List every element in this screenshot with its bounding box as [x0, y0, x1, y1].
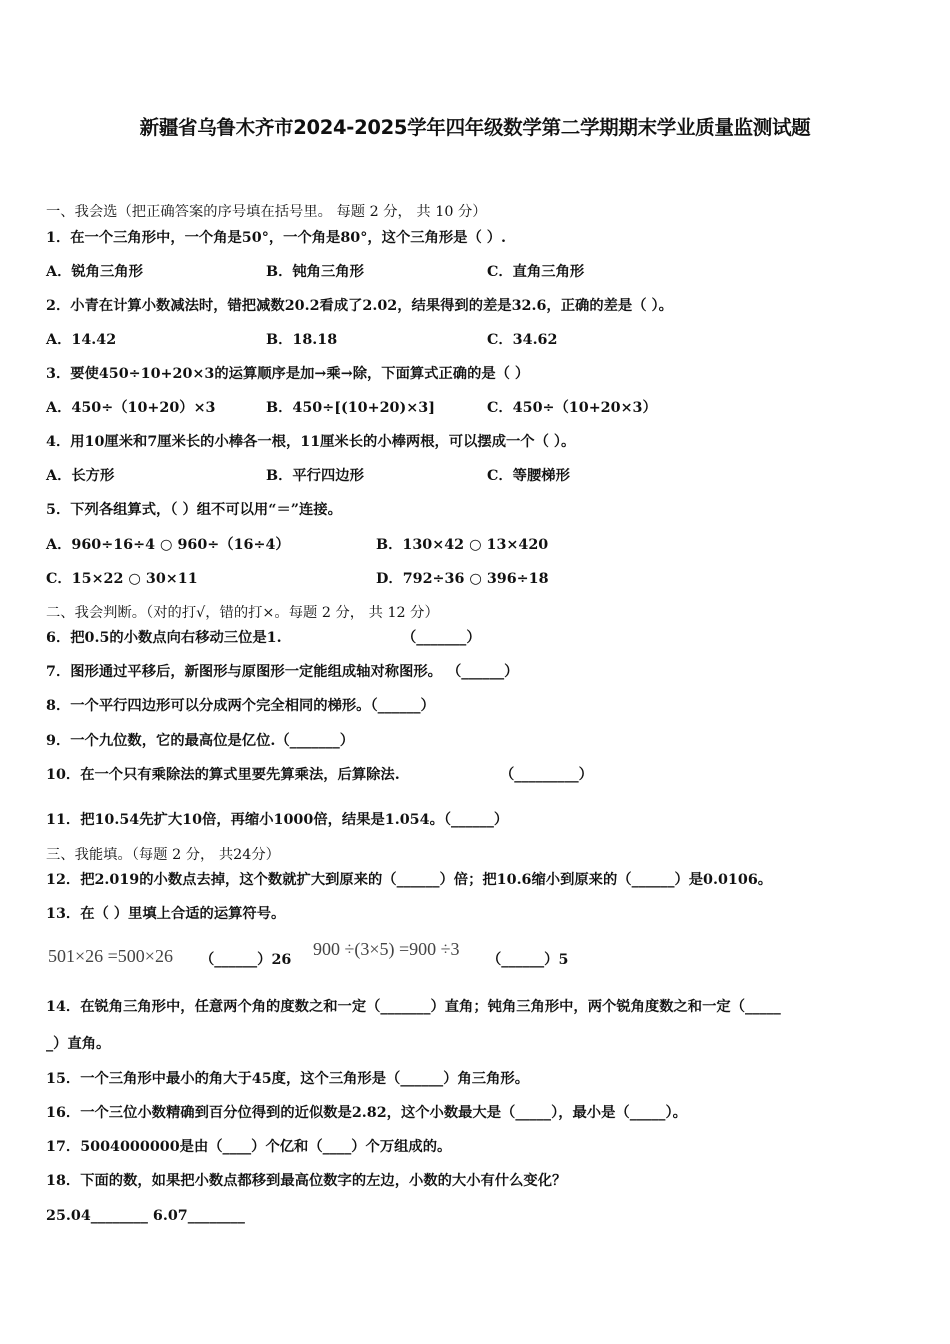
q5-option-c: C．15×22 ○ 30×11 [46, 571, 198, 587]
q13-expression-1: 501×26 =500×26 [48, 946, 173, 966]
question-10: 10．在一个只有乘除法的算式里要先算乘法，后算除法. [46, 767, 400, 783]
q6-answer-blank[interactable]: （_______） [402, 630, 481, 646]
question-14-line-2: _）直角。 [46, 1036, 111, 1052]
q4-option-c: C．等腰梯形 [487, 468, 570, 484]
q5-option-a: A．960÷16÷4 ○ 960÷（16÷4） [46, 537, 290, 553]
question-1: 1．在一个三角形中，一个角是50°，一个角是80°，这个三角形是（ ）. [46, 230, 507, 246]
question-12: 12．把2.019的小数点去掉，这个数就扩大到原来的（______）倍；把10.6缩小到原来的（______）是0.0106。 [46, 872, 773, 888]
q13-expression-2: 900 ÷(3×5) =900 ÷3 [313, 939, 460, 959]
q13-answer-blank-2[interactable]: （______）5 [487, 952, 569, 968]
q2-option-b: B．18.18 [266, 332, 338, 348]
question-13: 13．在（ ）里填上合适的运算符号。 [46, 906, 286, 922]
q3-option-c: C．450÷（10+20×3） [487, 400, 657, 416]
q1-option-b: B．钝角三角形 [266, 264, 364, 280]
question-5: 5．下列各组算式，（ ）组不可以用“＝”连接。 [46, 502, 342, 518]
question-4: 4．用10厘米和7厘米长的小棒各一根，11厘米长的小棒两根，可以摆成一个（ ）。 [46, 434, 576, 450]
q1-option-a: A．锐角三角形 [46, 264, 143, 280]
q1-option-c: C．直角三角形 [487, 264, 585, 280]
question-17: 17．5004000000是由（____）个亿和（____）个万组成的。 [46, 1139, 452, 1155]
q2-option-c: C．34.62 [487, 332, 558, 348]
q3-option-b: B．450÷[(10+20)×3] [266, 400, 435, 416]
question-9: 9．一个九位数，它的最高位是亿位.（_______） [46, 733, 355, 749]
question-14-line-1: 14．在锐角三角形中，任意两个角的度数之和一定（_______）直角；钝角三角形中，两个锐角度数之和一定（_____ [46, 999, 781, 1015]
q2-option-a: A．14.42 [46, 332, 117, 348]
section-1-heading: 一、我会选（把正确答案的序号填在括号里。 每题 2 分， 共 10 分） [46, 204, 487, 220]
q4-option-a: A．长方形 [46, 468, 115, 484]
page-title: 新疆省乌鲁木齐市2024-2025学年四年级数学第二学期期末学业质量监测试题 [139, 116, 811, 139]
question-15: 15．一个三角形中最小的角大于45度，这个三角形是（______）角三角形。 [46, 1071, 529, 1087]
q4-option-b: B．平行四边形 [266, 468, 364, 484]
question-3: 3．要使450÷10+20×3的运算顺序是加→乘→除，下面算式正确的是（ ） [46, 366, 530, 382]
section-3-heading: 三、我能填。（每题 2 分， 共24分） [46, 847, 280, 863]
question-11: 11．把10.54先扩大10倍，再缩小1000倍，结果是1.054。（______） [46, 812, 509, 828]
q18-items: 25.04________ 6.07________ [46, 1208, 245, 1224]
q13-answer-blank-1[interactable]: （______）26 [200, 952, 292, 968]
section-2-heading: 二、我会判断。（对的打√，错的打×。每题 2 分， 共 12 分） [46, 605, 439, 621]
question-18: 18．下面的数，如果把小数点都移到最高位数字的左边，小数的大小有什么变化？ [46, 1173, 567, 1189]
q10-answer-blank[interactable]: （_________） [500, 767, 593, 783]
q5-option-b: B．130×42 ○ 13×420 [376, 537, 549, 553]
question-7: 7．图形通过平移后，新图形与原图形一定能组成轴对称图形。 （______） [46, 664, 519, 680]
q3-option-a: A．450÷（10+20）×3 [46, 400, 216, 416]
question-6: 6．把0.5的小数点向右移动三位是1. [46, 630, 282, 646]
question-2: 2．小青在计算小数减法时，错把减数20.2看成了2.02，结果得到的差是32.6，正确的差是（ ）。 [46, 298, 673, 314]
question-16: 16．一个三位小数精确到百分位得到的近似数是2.82，这个小数最大是（_____），最小是（_____）。 [46, 1105, 687, 1121]
q5-option-d: D．792÷36 ○ 396÷18 [376, 571, 549, 587]
question-8: 8．一个平行四边形可以分成两个完全相同的梯形。（______） [46, 698, 435, 714]
